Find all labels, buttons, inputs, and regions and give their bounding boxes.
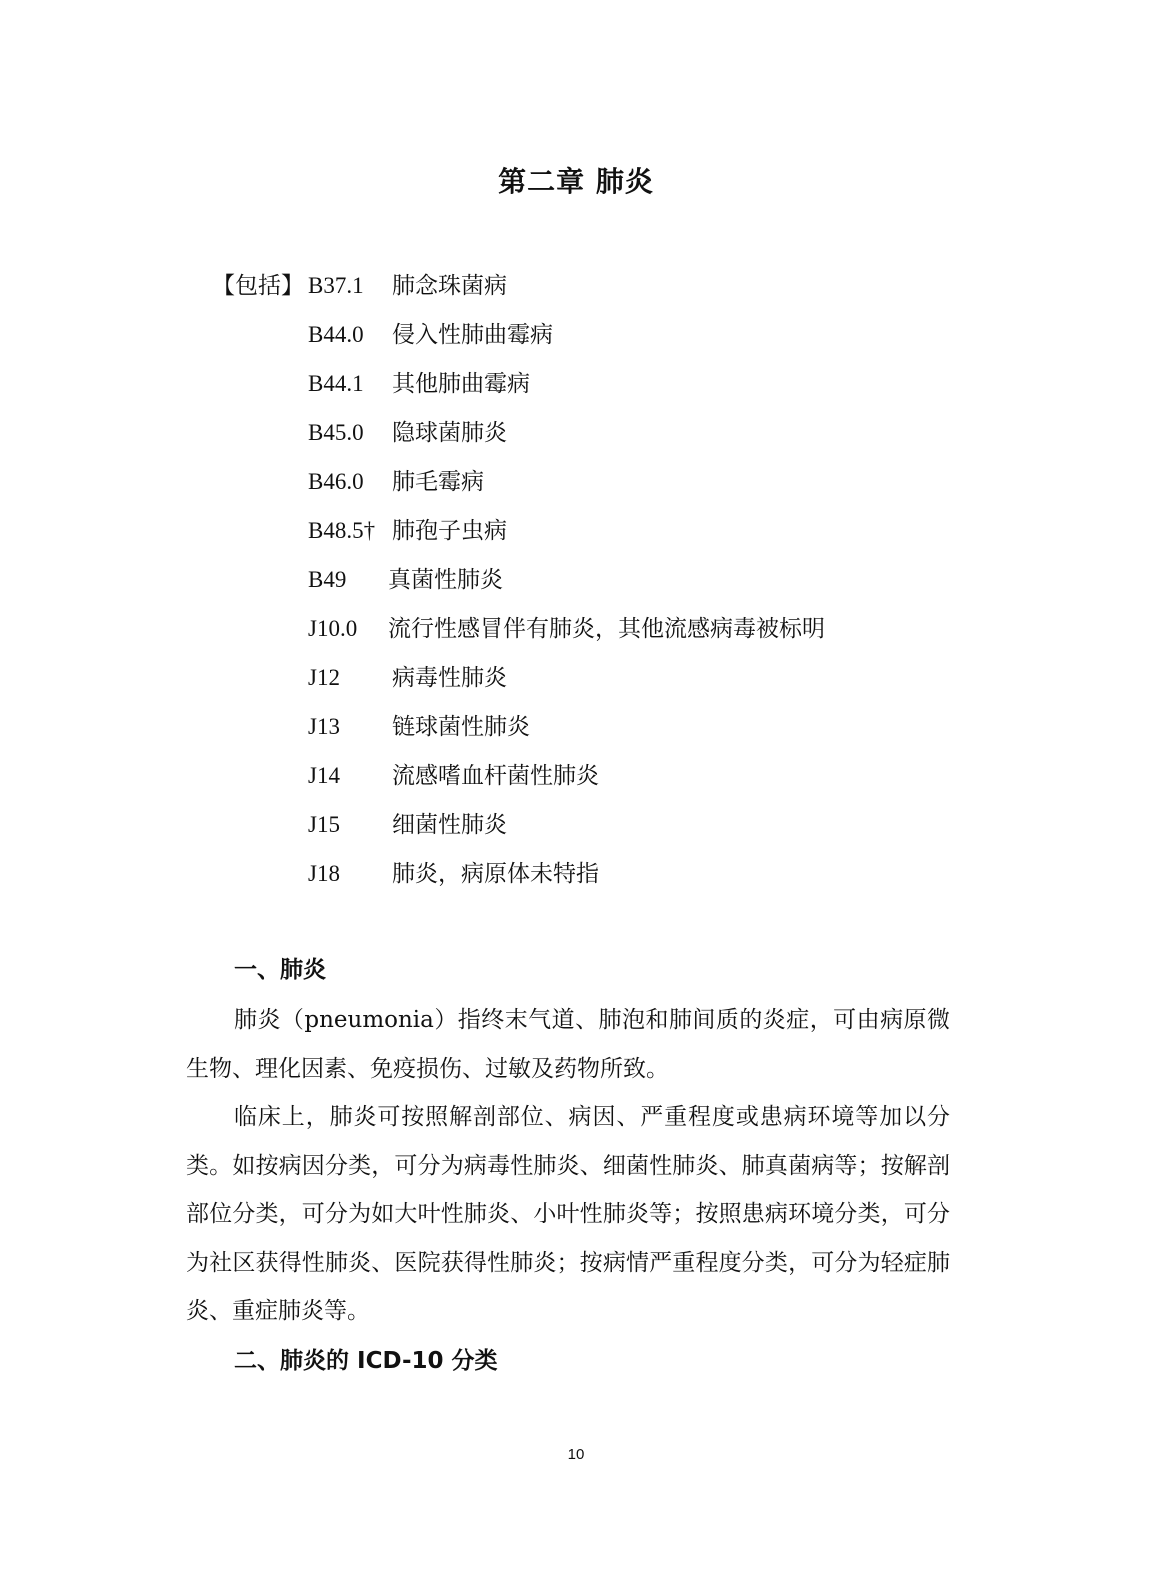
list-item — [308, 760, 825, 809]
includes-label: 【包括】 — [212, 273, 304, 299]
disease-name: 肺毛霉病 — [392, 469, 484, 495]
icd-code: J14 — [308, 763, 340, 788]
paragraph-definition: 肺炎（pneumonia）指终末气道、肺泡和肺间质的炎症，可由病原微生物、理化因素、免疫损伤、过敏及药物所致。 — [186, 1007, 950, 1082]
disease-name: 真菌性肺炎 — [388, 567, 503, 593]
disease-name: 细菌性肺炎 — [392, 812, 507, 838]
list-item — [308, 417, 825, 466]
list-item — [308, 270, 825, 319]
list-item — [308, 466, 825, 515]
paragraph-classification: 临床上，肺炎可按照解剖部位、病因、严重程度或患病环境等加以分类。如按病因分类，可分为病毒性肺炎、细菌性肺炎、肺真菌病等；按解剖部位分类，可分为如大叶性肺炎、小叶性肺炎等；按照患病环境分类，可分为社区获得性肺炎、医院获得性肺炎；按病情严重程度分类，可分为轻症肺炎、重症肺炎等。 — [186, 1104, 950, 1324]
disease-name: 肺念珠菌病 — [392, 273, 507, 299]
disease-name: 其他肺曲霉病 — [392, 371, 530, 397]
disease-name: 侵入性肺曲霉病 — [392, 322, 553, 348]
list-item — [308, 515, 825, 564]
icd-code: B49 — [308, 567, 347, 592]
icd-code: J15 — [308, 812, 340, 837]
includes-list — [308, 270, 825, 907]
icd-code: J13 — [308, 714, 340, 739]
icd-code: B48.5† — [308, 518, 376, 543]
disease-name: 肺炎，病原体未特指 — [392, 861, 599, 887]
icd-code: B44.1 — [308, 371, 364, 396]
icd-code: B44.0 — [308, 322, 364, 347]
list-item — [308, 319, 825, 368]
list-item — [308, 564, 825, 613]
icd-code: J10.0 — [308, 616, 358, 641]
list-item — [308, 662, 825, 711]
icd-code: J18 — [308, 861, 340, 886]
list-item — [308, 809, 825, 858]
list-item — [308, 368, 825, 417]
disease-name: 流感嗜血杆菌性肺炎 — [392, 763, 599, 789]
list-item — [308, 711, 825, 760]
icd-code: B46.0 — [308, 469, 364, 494]
section-heading-icd10: 二、肺炎的 ICD-10 分类 — [234, 1348, 498, 1374]
chapter-title: 第二章 肺炎 — [498, 165, 654, 198]
section-heading-pneumonia: 一、肺炎 — [234, 957, 326, 983]
icd-code: B45.0 — [308, 420, 364, 445]
disease-name: 隐球菌肺炎 — [392, 420, 507, 446]
disease-name: 链球菌性肺炎 — [392, 714, 530, 740]
icd-code: B37.1 — [308, 273, 364, 298]
disease-name: 肺孢子虫病 — [392, 518, 507, 544]
disease-name: 流行性感冒伴有肺炎，其他流感病毒被标明 — [388, 616, 825, 642]
list-item — [308, 613, 825, 662]
list-item — [308, 858, 825, 907]
disease-name: 病毒性肺炎 — [392, 665, 507, 691]
icd-code: J12 — [308, 665, 340, 690]
page-number: 10 — [567, 1446, 585, 1463]
